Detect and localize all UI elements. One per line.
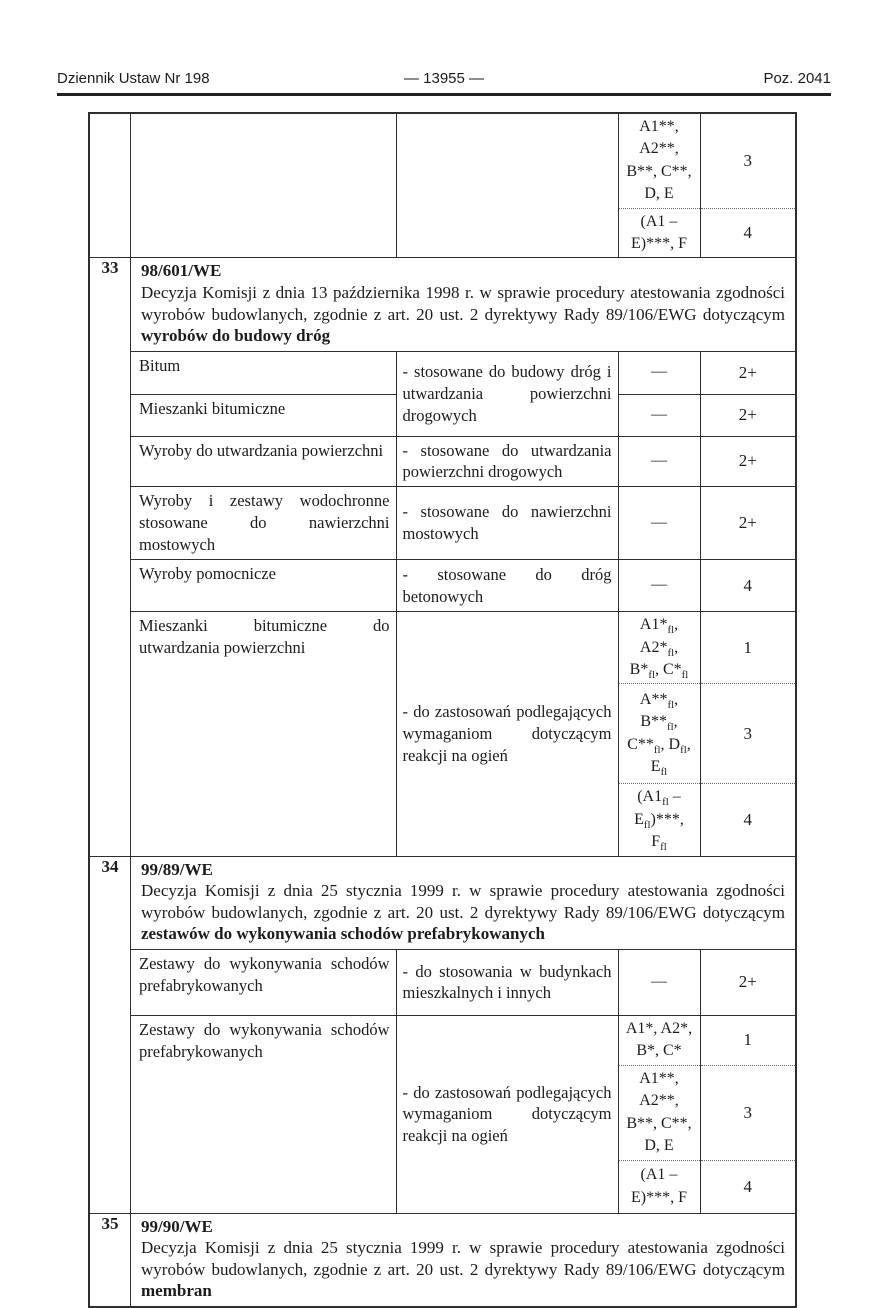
- continuation-row: [89, 113, 796, 258]
- class-cell: $A1*_{fl}$, $A2*_{fl}$, $B*_{fl}$, $C*_{fl}$: [618, 612, 700, 684]
- decision-description: Decyzja Komisji z dnia 13 października 1998 r. w sprawie procedury atestowania zgodności wyrobów budowlanych, zgodnie z art. 20 ust. 2 dyrektywy Rady 89/106/EWG dotyczącym wyrobów do budowy dróg: [141, 282, 785, 346]
- system-cell: 2+: [700, 436, 795, 487]
- dash-cell: —: [618, 436, 700, 487]
- system-cell: 4: [743, 809, 752, 829]
- position-number: Poz. 2041: [763, 70, 831, 87]
- dash-cell: —: [618, 351, 700, 394]
- entry-header: [131, 857, 795, 949]
- decisions-table: [88, 112, 797, 1308]
- continuation-subtable: [131, 114, 795, 257]
- dash-cell: —: [618, 560, 700, 612]
- system-cell: 4: [700, 560, 795, 612]
- system-cell: 2+: [700, 351, 795, 394]
- use-cell: - stosowane do nawierzchni mostowych: [396, 487, 618, 560]
- product-cell: [131, 114, 396, 257]
- class-cell: A1**, A2**, B**, C**, D, E: [618, 1065, 700, 1160]
- product-cell: Wyroby do utwardzania powierzchni: [131, 436, 396, 487]
- dash-cell: —: [618, 394, 700, 436]
- use-cell: - stosowane do utwardzania powierzchni drogowych: [396, 436, 618, 487]
- product-cell: Mieszanki bitumiczne: [131, 394, 396, 436]
- use-cell: - stosowane do dróg betonowych: [396, 560, 618, 612]
- entry-subtable: [131, 351, 795, 856]
- entry-subtable: [131, 949, 795, 1213]
- system-cell: 1: [700, 1015, 795, 1065]
- decision-code: 99/90/WE: [141, 1216, 213, 1236]
- use-cell: [396, 114, 618, 257]
- decision-code: 99/89/WE: [141, 859, 213, 879]
- class-cell: (A1 – E)***, F: [618, 208, 700, 257]
- product-cell: Wyroby i zestawy wodochronne stosowane do nawierzchni mostowych: [131, 487, 396, 560]
- entry-number: 34: [89, 856, 131, 1213]
- class-cell: $A**_{fl}$, $B**_{fl}$, $C**_{fl}$, $D_{fl}$, $E_{fl}$: [618, 684, 700, 784]
- decisions-table-wrap: [88, 112, 797, 1308]
- system-cell: 2+: [700, 949, 795, 1015]
- class-cell: ($A1_{fl}$ – $E_{fl})***$, $F_{fl}$: [618, 784, 700, 856]
- class-cell: A1*, A2*, B*, C*: [618, 1015, 700, 1065]
- entry-number: [89, 113, 131, 258]
- page-header: [57, 70, 831, 96]
- decision-code: 98/601/WE: [141, 261, 222, 281]
- dash-cell: —: [618, 949, 700, 1015]
- journal-title: Dziennik Ustaw Nr 198: [57, 70, 210, 87]
- system-cell: 4: [743, 222, 752, 242]
- entry-row-34: [89, 856, 796, 1213]
- use-cell: - stosowane do budowy dróg i utwardzania powierzchni drogowych: [396, 351, 618, 436]
- system-cell: 3: [700, 1065, 795, 1160]
- product-cell: Mieszanki bitumiczne do utwardzania powierzchni: [131, 612, 396, 856]
- product-cell: Zestawy do wykonywania schodów prefabrykowanych: [131, 1015, 396, 1212]
- product-cell: Bitum: [131, 351, 396, 394]
- product-cell: Zestawy do wykonywania schodów prefabrykowanych: [131, 949, 396, 1015]
- entry-row-33: [89, 258, 796, 856]
- use-cell: - do zastosowań podlegających wymaganiom dotyczącym reakcji na ogień: [396, 1015, 618, 1212]
- entry-header: [131, 258, 795, 350]
- system-cell: 4: [743, 1176, 752, 1196]
- entry-number: 33: [89, 258, 131, 856]
- system-cell: 3: [700, 684, 795, 784]
- system-cell: 2+: [700, 394, 795, 436]
- entry-number: 35: [89, 1213, 131, 1307]
- product-cell: Wyroby pomocnicze: [131, 560, 396, 612]
- use-cell: - do zastosowań podlegających wymaganiom dotyczącym reakcji na ogień: [396, 612, 618, 856]
- system-cell: 2+: [700, 487, 795, 560]
- page-number: — 13955 —: [403, 70, 485, 87]
- decision-description: Decyzja Komisji z dnia 25 stycznia 1999 r. w sprawie procedury atestowania zgodności wyrobów budowlanych, zgodnie z art. 20 ust. 2 dyrektywy Rady 89/106/EWG dotyczącym membran: [141, 1238, 785, 1301]
- decision-description: Decyzja Komisji z dnia 25 stycznia 1999 r. w sprawie procedury atestowania zgodności wyrobów budowlanych, zgodnie z art. 20 ust. 2 dyrektywy Rady 89/106/EWG dotyczącym zestawów do wykonywania schodów prefabrykowanych: [141, 881, 785, 944]
- class-cell: A1**, A2**, B**, C**, D, E: [618, 114, 700, 208]
- dash-cell: —: [618, 487, 700, 560]
- system-cell: 3: [700, 114, 795, 208]
- use-cell: - do stosowania w budynkach mieszkalnych i innych: [396, 949, 618, 1015]
- entry-row-35: [89, 1213, 796, 1307]
- entry-header: [131, 1214, 795, 1306]
- system-cell: 1: [700, 612, 795, 684]
- class-cell: (A1 – E)***, F: [618, 1160, 700, 1213]
